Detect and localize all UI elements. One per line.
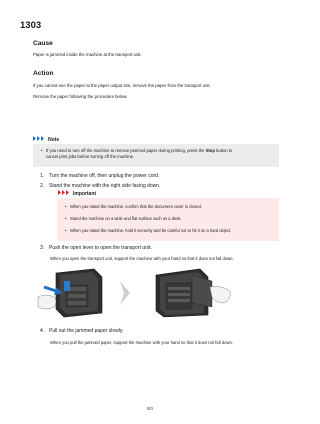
transport-unit-illustration — [36, 267, 234, 319]
cause-heading: Cause — [33, 40, 53, 47]
action-text-2: Remove the paper following the procedure below. — [33, 94, 128, 99]
important-box — [57, 198, 279, 241]
note-line2: cancel print jobs before turning off the machine. — [46, 154, 135, 159]
important-item: • Stand the machine on a wide and flat surface such as a desk. — [65, 216, 182, 221]
note-line1-post: button to — [214, 148, 233, 153]
step-2-text: Stand the machine with the right side facing down. — [49, 183, 161, 189]
step-4-subtext: When you pull the jammed paper, support the machine with your hand so that it does not fall down. — [50, 340, 233, 345]
note-item: • If you need to turn off the machine to remove jammed paper during printing, press the Stop button to cancel print jobs before turning off the machine. — [41, 148, 233, 159]
step-3-subtext: When you open the transport unit, support the machine with your hand so that it does not fall down. — [50, 256, 234, 261]
page-title: 1303 — [20, 20, 42, 31]
machine-right-illustration — [156, 269, 230, 317]
cause-text: Paper is jammed inside the machine at the transport unit. — [33, 52, 142, 57]
important-icon — [58, 190, 70, 197]
note-title — [33, 136, 59, 143]
step-4-text: Pull out the jammed paper slowly. — [49, 328, 124, 334]
step-3: 3. Push the open lever to open the transport unit. — [40, 245, 152, 251]
step-1-text: Turn the machine off, then unplug the power cord. — [49, 173, 160, 179]
action-heading: Action — [33, 70, 54, 77]
note-label: Note — [48, 136, 60, 143]
important-item: • When you stand the machine, hold it securely and be careful not to hit it on a hard object. — [65, 228, 232, 233]
important-label: Important — [73, 190, 97, 197]
machine-left-illustration — [38, 269, 102, 317]
step-2: 2. Stand the machine with the right side facing down. — [40, 183, 161, 189]
note-icon — [33, 136, 45, 143]
step-3-text: Push the open lever to open the transport unit. — [49, 245, 152, 251]
note-line1-pre: If you need to turn off the machine to remove jammed paper during printing, press the — [46, 148, 206, 153]
step-4: 4. Pull out the jammed paper slowly. — [40, 328, 124, 334]
action-text-1: If you cannot see the paper at the paper output slot, remove the paper from the transport unit. — [33, 83, 211, 88]
stop-button-label: Stop — [205, 148, 215, 153]
step-1: 1. Turn the machine off, then unplug the power cord. — [40, 173, 160, 179]
important-item: • When you stand the machine, confirm that the document cover is closed. — [65, 204, 202, 209]
chevron-right-icon — [120, 281, 130, 305]
note-box — [33, 144, 279, 167]
page-number: 825 — [146, 406, 154, 411]
important-title — [58, 190, 96, 197]
